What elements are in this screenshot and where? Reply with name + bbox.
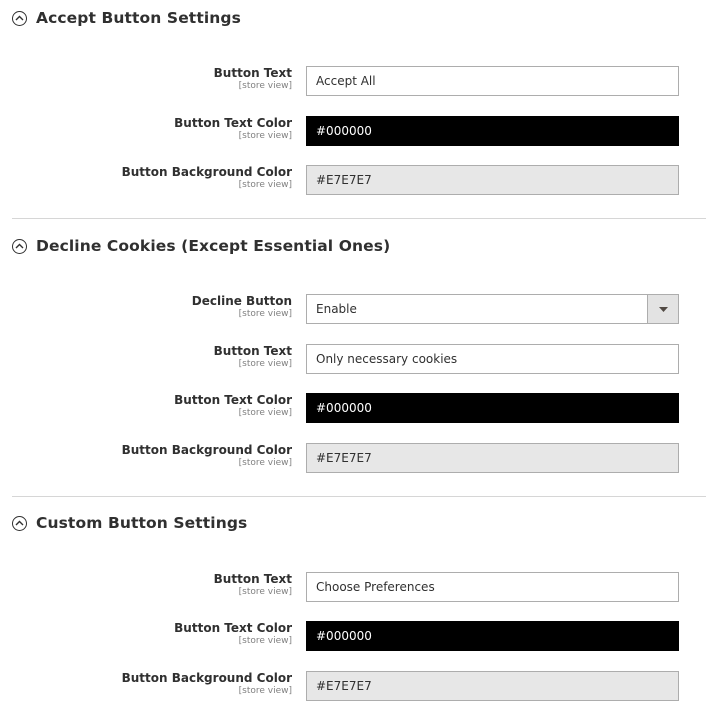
- scope-label: [store view]: [238, 359, 292, 369]
- field-label: Button Text Color: [174, 393, 292, 407]
- scope-label: [store view]: [238, 81, 292, 91]
- section-header-accept-button[interactable]: [12, 7, 241, 29]
- field-row-button-text: [0, 572, 706, 602]
- field-label: Button Text Color: [174, 116, 292, 130]
- button-background-color-input[interactable]: [306, 165, 679, 195]
- chevron-up-circle-icon[interactable]: [12, 11, 27, 26]
- field-row-button-background-color: [0, 671, 706, 701]
- field-label: Button Background Color: [121, 671, 292, 685]
- button-background-color-input[interactable]: [306, 443, 679, 473]
- scope-label: [store view]: [238, 686, 292, 696]
- button-text-input[interactable]: [306, 344, 679, 374]
- field-label: Button Text: [213, 66, 292, 80]
- section-divider: [12, 496, 706, 497]
- section-title: Decline Cookies (Except Essential Ones): [36, 237, 391, 255]
- section-header-decline-cookies[interactable]: [12, 235, 390, 257]
- scope-label: [store view]: [238, 309, 292, 319]
- scope-label: [store view]: [238, 587, 292, 597]
- chevron-up-circle-icon[interactable]: [12, 516, 27, 531]
- button-text-color-input[interactable]: [306, 621, 679, 651]
- scope-label: [store view]: [238, 636, 292, 646]
- button-text-input[interactable]: [306, 66, 679, 96]
- field-row-button-text-color: [0, 116, 706, 146]
- field-row-button-background-color: [0, 443, 706, 473]
- button-background-color-input[interactable]: [306, 671, 679, 701]
- button-text-input[interactable]: [306, 572, 679, 602]
- field-label: Decline Button: [191, 294, 292, 308]
- button-text-color-input[interactable]: [306, 393, 679, 423]
- field-label: Button Text Color: [174, 621, 292, 635]
- field-row-button-text-color: [0, 621, 706, 651]
- scope-label: [store view]: [238, 180, 292, 190]
- button-text-color-input[interactable]: [306, 116, 679, 146]
- field-row-button-text-color: [0, 393, 706, 423]
- scope-label: [store view]: [238, 408, 292, 418]
- decline-button-select[interactable]: [306, 294, 679, 324]
- field-row-button-text: [0, 66, 706, 96]
- field-row-decline-button: [0, 294, 706, 324]
- field-row-button-text: [0, 344, 706, 374]
- field-label: Button Background Color: [121, 165, 292, 179]
- caret-down-icon[interactable]: [647, 295, 678, 323]
- scope-label: [store view]: [238, 131, 292, 141]
- section-header-custom-button[interactable]: [12, 512, 247, 534]
- field-row-button-background-color: [0, 165, 706, 195]
- select-value: Enable: [316, 302, 357, 316]
- section-title: Accept Button Settings: [36, 9, 241, 27]
- scope-label: [store view]: [238, 458, 292, 468]
- field-label: Button Background Color: [121, 443, 292, 457]
- field-label: Button Text: [213, 572, 292, 586]
- field-label: Button Text: [213, 344, 292, 358]
- section-title: Custom Button Settings: [36, 514, 248, 532]
- chevron-up-circle-icon[interactable]: [12, 239, 27, 254]
- section-divider: [12, 218, 706, 219]
